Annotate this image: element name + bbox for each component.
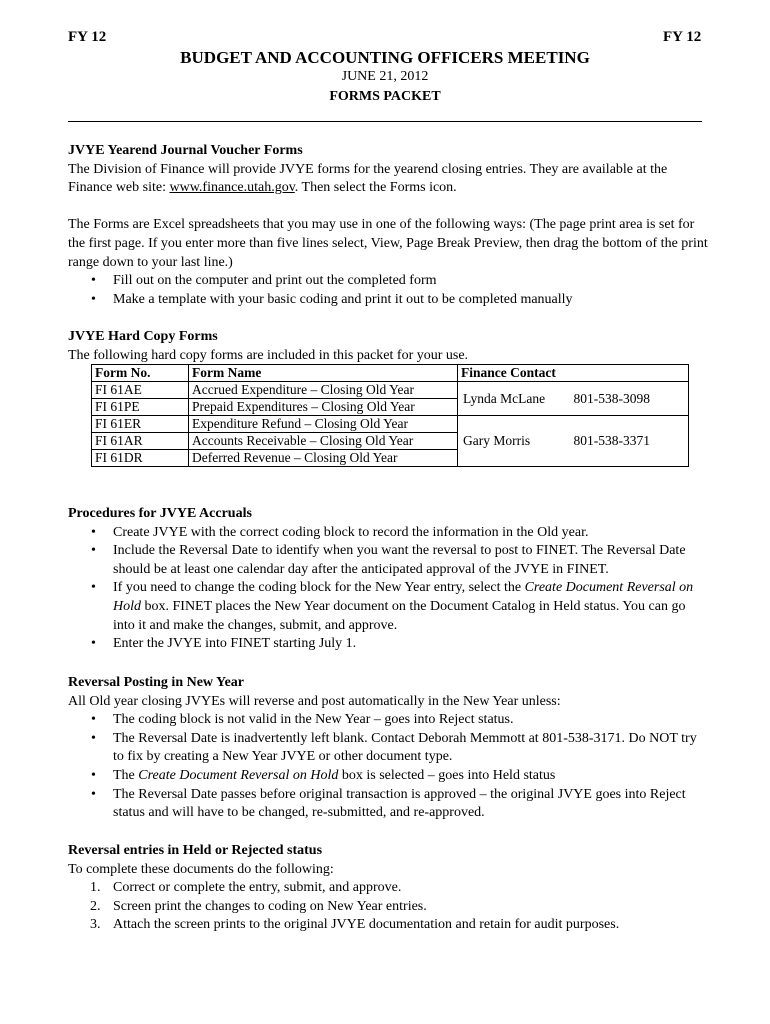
section-held-rejected bbox=[68, 842, 708, 935]
section-procedures bbox=[68, 505, 708, 654]
form-number: FI 61PE bbox=[92, 399, 189, 416]
form-number: FI 61ER bbox=[92, 416, 189, 433]
section-paragraph: All Old year closing JVYEs will reverse and post automatically in the New Year unless: bbox=[68, 693, 561, 709]
form-name: Expenditure Refund – Closing Old Year bbox=[189, 416, 458, 433]
form-name: Prepaid Expenditures – Closing Old Year bbox=[189, 399, 458, 416]
contact-name: Gary Morris bbox=[463, 433, 531, 448]
list-item: 2. Screen print the changes to coding on New Year entries. bbox=[90, 898, 427, 914]
meeting-date: JUNE 21, 2012 bbox=[341, 69, 429, 84]
form-number: FI 61AE bbox=[92, 382, 189, 399]
form-name: Accounts Receivable – Closing Old Year bbox=[189, 433, 458, 450]
fy-label-left: FY 12 bbox=[68, 29, 107, 45]
section-jvye-forms bbox=[68, 142, 708, 309]
list-item: • The coding block is not valid in the New Year – goes into Reject status. bbox=[68, 711, 708, 730]
section-heading: JVYE Hard Copy Forms bbox=[68, 329, 218, 344]
section-reversal-posting bbox=[68, 674, 708, 823]
section-paragraph: The following hard copy forms are included in this packet for your use. bbox=[68, 347, 469, 363]
form-number: FI 61AR bbox=[92, 433, 189, 450]
list-item: • The Create Document Reversal on Hold box is selected – goes into Held status bbox=[68, 767, 708, 786]
contact-phone: 801-538-3371 bbox=[573, 433, 650, 448]
contact-name: Lynda McLane bbox=[463, 390, 546, 406]
finance-contact-cell bbox=[458, 416, 689, 467]
table-row bbox=[92, 416, 689, 433]
section-heading: Procedures for JVYE Accruals bbox=[68, 506, 252, 521]
table-row bbox=[92, 382, 689, 399]
header-divider bbox=[68, 121, 702, 122]
list-item: • The Reversal Date passes before original transaction is approved – the original JVYE goes into Reject status and will have to be changed, re-submitted, and re-approved. bbox=[68, 786, 708, 823]
list-item: • If you need to change the coding block for the New Year entry, select the Create Document Reversal on Hold box. FINET places the New Year document on the Document Catalog in Held status. You can go into it and make the changes, submit, and approve. bbox=[68, 579, 708, 635]
list-item: • Create JVYE with the correct coding block to record the information in the Old year. bbox=[68, 524, 708, 543]
fy-label-right: FY 12 bbox=[663, 29, 702, 45]
list-item: 1. Correct or complete the entry, submit, and approve. bbox=[90, 880, 402, 896]
numbered-list bbox=[68, 879, 708, 935]
finance-contact-cell bbox=[458, 382, 689, 416]
section-heading: JVYE Yearend Journal Voucher Forms bbox=[68, 143, 303, 158]
list-item: • Fill out on the computer and print out the completed form bbox=[68, 272, 708, 291]
section-heading: Reversal Posting in New Year bbox=[68, 675, 245, 690]
section-paragraph: To complete these documents do the following: bbox=[68, 861, 334, 877]
list-item: • The Reversal Date is inadvertently left blank. Contact Deborah Memmott at 801-538-3171. Do NOT try to fix by creating a New Year JVYE or other document type. bbox=[68, 730, 708, 767]
table-header-row bbox=[92, 365, 689, 382]
finance-website-link[interactable]: www.finance.utah.gov bbox=[169, 180, 295, 196]
list-item: 3. Attach the screen prints to the original JVYE documentation and retain for audit purposes. bbox=[90, 917, 620, 933]
form-name: Deferred Revenue – Closing Old Year bbox=[189, 450, 458, 467]
page-title: BUDGET AND ACCOUNTING OFFICERS MEETING bbox=[180, 48, 590, 67]
section-heading: Reversal entries in Held or Rejected status bbox=[68, 843, 323, 858]
list-item: • Include the Reversal Date to identify when you want the reversal to post to FINET. The Reversal Date should be at least one calendar day after the anticipated approval of the JVYE in FINET. bbox=[68, 542, 708, 579]
bullet-list bbox=[68, 711, 708, 823]
form-number: FI 61DR bbox=[92, 450, 189, 467]
list-item: • Make a template with your basic coding and print it out to be completed manually bbox=[68, 291, 708, 310]
section-hard-copy-forms bbox=[68, 328, 708, 365]
page-subtitle: FORMS PACKET bbox=[329, 89, 441, 104]
bullet-list bbox=[68, 272, 708, 309]
contact-phone: 801-538-3098 bbox=[573, 390, 650, 406]
form-name: Accrued Expenditure – Closing Old Year bbox=[189, 382, 458, 399]
column-header: Form No. bbox=[92, 365, 189, 382]
list-item: • Enter the JVYE into FINET starting July 1. bbox=[68, 635, 708, 654]
section-paragraph: The Forms are Excel spreadsheets that you may use in one of the following ways: (The page print area is set for the first page. If you enter more than five lines select, View, Page Break Preview, then drag the bottom of the print range down to your last line.) bbox=[68, 217, 708, 270]
section-paragraph: The Division of Finance will provide JVYE forms for the yearend closing entries. They are available at the Finance web site: www.finance.utah.gov. Then select the Forms icon. bbox=[68, 161, 668, 196]
column-header: Form Name bbox=[189, 365, 458, 382]
column-header: Finance Contact bbox=[458, 365, 689, 382]
forms-table bbox=[91, 364, 689, 467]
bullet-list bbox=[68, 524, 708, 654]
